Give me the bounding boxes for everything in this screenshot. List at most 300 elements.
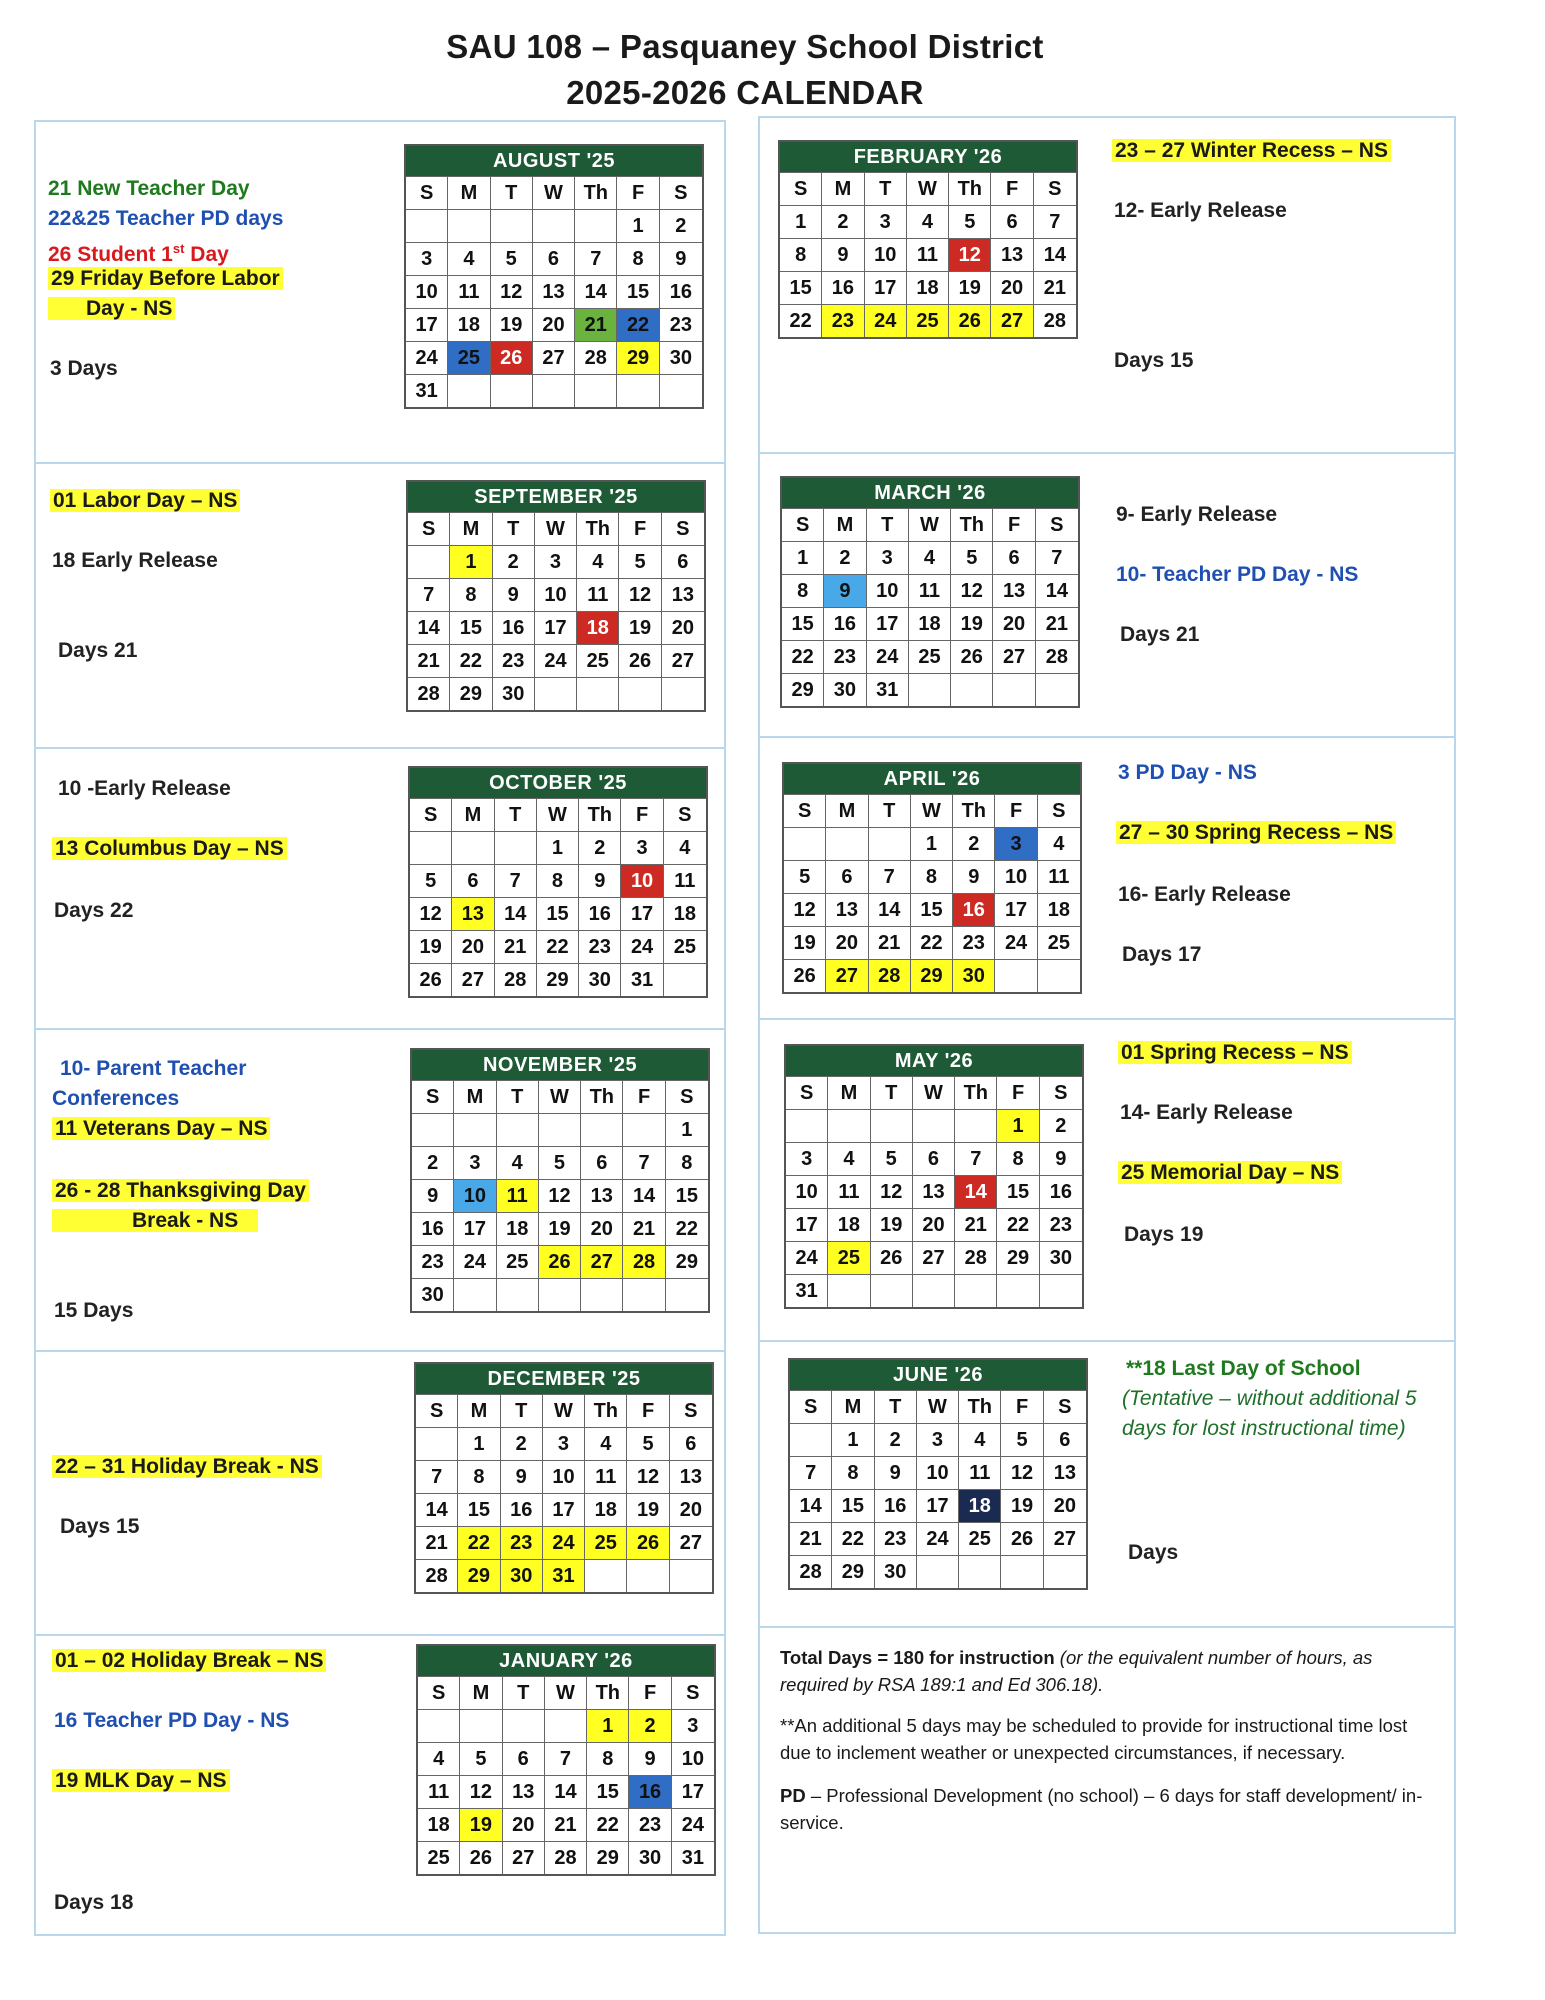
weekday-header: Th: [581, 1080, 623, 1113]
divider: [36, 1634, 724, 1636]
note-mlk-day: 19 MLK Day – NS: [52, 1766, 230, 1796]
day-cell: 23: [493, 644, 535, 677]
note-mar-early-release: 9- Early Release: [1116, 503, 1278, 526]
day-cell: 20: [993, 607, 1035, 640]
day-cell: 23: [824, 640, 866, 673]
day-cell: 13: [670, 1460, 712, 1493]
day-cell: 23: [953, 926, 995, 959]
day-cell: 23: [660, 308, 702, 341]
note-friday-before-labor: 29 Friday Before Labor: [48, 264, 283, 294]
day-cell: 3: [406, 242, 448, 275]
day-cell: 4: [448, 242, 490, 275]
weekday-header: M: [452, 798, 494, 831]
weekday-header: F: [1001, 1390, 1043, 1423]
weekday-header: Th: [959, 1390, 1001, 1423]
day-cell: 2: [629, 1709, 671, 1742]
day-cell: 5: [951, 541, 993, 574]
day-cell: 2: [1040, 1109, 1082, 1142]
day-cell: 18: [577, 611, 619, 644]
day-cell: 15: [617, 275, 659, 308]
empty-cell: [408, 545, 450, 578]
empty-cell: [909, 673, 951, 706]
day-cell: 30: [824, 673, 866, 706]
weekday-header: S: [1038, 794, 1080, 827]
note-sep-days: Days 21: [58, 639, 138, 662]
divider: [36, 1350, 724, 1352]
day-cell: 27: [913, 1241, 955, 1274]
day-grid: [784, 794, 1080, 992]
empty-cell: [577, 677, 619, 710]
day-cell: 24: [535, 644, 577, 677]
day-cell: 1: [832, 1423, 874, 1456]
day-cell: 15: [450, 611, 492, 644]
empty-cell: [452, 831, 494, 864]
district-title: SAU 108 – Pasquaney School District: [446, 28, 1044, 65]
day-cell: 24: [867, 640, 909, 673]
day-cell: 11: [828, 1175, 870, 1208]
day-cell: 1: [458, 1427, 500, 1460]
day-cell: 8: [780, 238, 822, 271]
day-cell: 19: [539, 1212, 581, 1245]
day-cell: 13: [503, 1775, 545, 1808]
note-winter-recess: 23 – 27 Winter Recess – NS: [1112, 136, 1391, 166]
empty-cell: [535, 677, 577, 710]
day-cell: 11: [907, 238, 949, 271]
note-jan-teacher-pd: 16 Teacher PD Day - NS: [54, 1709, 290, 1732]
empty-cell: [418, 1709, 460, 1742]
day-cell: 26: [951, 640, 993, 673]
day-cell: 5: [410, 864, 452, 897]
day-cell: 2: [660, 209, 702, 242]
day-cell: 12: [539, 1179, 581, 1212]
day-cell: 2: [824, 541, 866, 574]
day-cell: 13: [826, 893, 868, 926]
day-cell: 29: [617, 341, 659, 374]
empty-cell: [1044, 1555, 1086, 1588]
day-cell: 1: [587, 1709, 629, 1742]
day-cell: 6: [503, 1742, 545, 1775]
day-cell: 12: [627, 1460, 669, 1493]
day-cell: 19: [491, 308, 533, 341]
day-grid: [418, 1676, 714, 1874]
day-cell: 20: [662, 611, 704, 644]
day-cell: 4: [959, 1423, 1001, 1456]
day-cell: 17: [917, 1489, 959, 1522]
note-may-days: Days 19: [1124, 1223, 1204, 1246]
day-cell: 15: [911, 893, 953, 926]
day-cell: 19: [460, 1808, 502, 1841]
month-title: AUGUST '25: [406, 146, 702, 176]
note-conferences: Conferences: [52, 1087, 180, 1110]
weekday-header: S: [1034, 172, 1076, 205]
month-title: OCTOBER '25: [410, 768, 706, 798]
weekday-header: W: [545, 1676, 587, 1709]
day-cell: 8: [587, 1742, 629, 1775]
day-cell: 24: [672, 1808, 714, 1841]
day-cell: 5: [539, 1146, 581, 1179]
note-apr-pd-day: 3 PD Day - NS: [1118, 761, 1257, 784]
day-cell: 14: [790, 1489, 832, 1522]
day-cell: 5: [871, 1142, 913, 1175]
day-cell: 1: [997, 1109, 1039, 1142]
empty-cell: [997, 1274, 1039, 1307]
day-cell: 5: [1001, 1423, 1043, 1456]
day-cell: 23: [1040, 1208, 1082, 1241]
weekday-header: W: [533, 176, 575, 209]
day-cell: 31: [543, 1559, 585, 1592]
day-cell: 6: [826, 860, 868, 893]
weekday-header: Th: [587, 1676, 629, 1709]
empty-cell: [460, 1709, 502, 1742]
day-cell: 8: [911, 860, 953, 893]
day-grid: [408, 512, 704, 710]
day-cell: 21: [408, 644, 450, 677]
day-grid: [780, 172, 1076, 337]
day-cell: 6: [452, 864, 494, 897]
day-cell: 6: [913, 1142, 955, 1175]
day-cell: 6: [581, 1146, 623, 1179]
day-cell: 18: [585, 1493, 627, 1526]
day-cell: 10: [406, 275, 448, 308]
day-cell: 9: [1040, 1142, 1082, 1175]
day-cell: 20: [1044, 1489, 1086, 1522]
day-cell: 24: [786, 1241, 828, 1274]
calendar-december: [414, 1362, 714, 1594]
weekday-header: T: [495, 798, 537, 831]
day-cell: 17: [995, 893, 1037, 926]
weekday-header: M: [826, 794, 868, 827]
note-jun-days: Days: [1128, 1541, 1179, 1564]
empty-cell: [585, 1559, 627, 1592]
day-cell: 18: [909, 607, 951, 640]
day-cell: 27: [993, 640, 1035, 673]
day-cell: 22: [458, 1526, 500, 1559]
note-last-day-of-school: **18 Last Day of School: [1126, 1357, 1361, 1380]
day-cell: 11: [664, 864, 706, 897]
day-cell: 14: [495, 897, 537, 930]
day-cell: 18: [907, 271, 949, 304]
day-cell: 14: [1036, 574, 1078, 607]
day-cell: 20: [991, 271, 1033, 304]
weekday-header: Th: [949, 172, 991, 205]
empty-cell: [786, 1109, 828, 1142]
note-tentative: (Tentative – without additional 5 days for lost instructional time): [1122, 1387, 1417, 1440]
empty-cell: [491, 209, 533, 242]
empty-cell: [545, 1709, 587, 1742]
day-cell: 10: [535, 578, 577, 611]
day-cell: 29: [997, 1241, 1039, 1274]
weekday-header: M: [828, 1076, 870, 1109]
day-cell: 1: [666, 1113, 708, 1146]
calendar-april: [782, 762, 1082, 994]
empty-cell: [871, 1109, 913, 1142]
day-cell: 24: [406, 341, 448, 374]
day-cell: 28: [495, 963, 537, 996]
calendar-june: [788, 1358, 1088, 1590]
weekday-header: S: [408, 512, 450, 545]
day-cell: 20: [503, 1808, 545, 1841]
day-cell: 6: [991, 205, 1033, 238]
day-cell: 3: [995, 827, 1037, 860]
day-cell: 2: [501, 1427, 543, 1460]
day-cell: 1: [450, 545, 492, 578]
day-cell: 14: [623, 1179, 665, 1212]
empty-cell: [581, 1113, 623, 1146]
divider: [760, 452, 1454, 454]
footer-additional-days: **An additional 5 days may be scheduled to provide for instructional time lost due to inclement weather or unexpected circumstances, if necessary.: [780, 1715, 1408, 1763]
empty-cell: [495, 831, 537, 864]
day-cell: 25: [585, 1526, 627, 1559]
day-cell: 19: [619, 611, 661, 644]
day-cell: 1: [911, 827, 953, 860]
day-cell: 9: [493, 578, 535, 611]
day-cell: 11: [418, 1775, 460, 1808]
day-cell: 24: [454, 1245, 496, 1278]
day-cell: 17: [621, 897, 663, 930]
divider: [760, 1626, 1454, 1628]
empty-cell: [913, 1274, 955, 1307]
day-cell: 8: [782, 574, 824, 607]
note-teacher-pd-days: 22&25 Teacher PD days: [48, 207, 284, 230]
weekday-header: T: [501, 1394, 543, 1427]
day-cell: 24: [865, 304, 907, 337]
day-cell: 22: [832, 1522, 874, 1555]
weekday-header: S: [1036, 508, 1078, 541]
day-cell: 18: [959, 1489, 1001, 1522]
day-cell: 26: [491, 341, 533, 374]
weekday-header: F: [623, 1080, 665, 1113]
day-cell: 12: [951, 574, 993, 607]
note-apr-early-release: 16- Early Release: [1118, 883, 1291, 906]
day-cell: 31: [867, 673, 909, 706]
day-cell: 25: [828, 1241, 870, 1274]
note-memorial-day: 25 Memorial Day – NS: [1118, 1158, 1342, 1188]
calendar-october: [408, 766, 708, 998]
empty-cell: [539, 1113, 581, 1146]
divider: [760, 1340, 1454, 1342]
day-cell: 4: [585, 1427, 627, 1460]
weekday-header: T: [871, 1076, 913, 1109]
day-cell: 4: [664, 831, 706, 864]
day-cell: 13: [533, 275, 575, 308]
weekday-header: S: [790, 1390, 832, 1423]
day-cell: 26: [784, 959, 826, 992]
day-cell: 9: [579, 864, 621, 897]
day-cell: 7: [575, 242, 617, 275]
day-cell: 3: [535, 545, 577, 578]
day-cell: 23: [412, 1245, 454, 1278]
note-aug-days: 3 Days: [50, 357, 118, 380]
day-cell: 25: [1038, 926, 1080, 959]
day-cell: 15: [832, 1489, 874, 1522]
day-cell: 19: [410, 930, 452, 963]
day-cell: 25: [418, 1841, 460, 1874]
day-cell: 27: [452, 963, 494, 996]
day-cell: 16: [953, 893, 995, 926]
note-dec-holiday-break: 22 – 31 Holiday Break - NS: [52, 1452, 322, 1482]
empty-cell: [664, 963, 706, 996]
day-cell: 13: [913, 1175, 955, 1208]
weekday-header: S: [1040, 1076, 1082, 1109]
calendar-september: [406, 480, 706, 712]
day-cell: 16: [493, 611, 535, 644]
day-cell: 16: [824, 607, 866, 640]
empty-cell: [917, 1555, 959, 1588]
weekday-header: S: [418, 1676, 460, 1709]
day-cell: 27: [503, 1841, 545, 1874]
day-grid: [782, 508, 1078, 706]
empty-cell: [826, 827, 868, 860]
day-cell: 19: [627, 1493, 669, 1526]
day-cell: 19: [949, 271, 991, 304]
day-cell: 13: [1044, 1456, 1086, 1489]
weekday-header: M: [458, 1394, 500, 1427]
weekday-header: F: [995, 794, 1037, 827]
day-cell: 23: [501, 1526, 543, 1559]
empty-cell: [869, 827, 911, 860]
day-cell: 11: [577, 578, 619, 611]
empty-cell: [448, 374, 490, 407]
weekday-header: F: [621, 798, 663, 831]
day-cell: 15: [537, 897, 579, 930]
month-title: FEBRUARY '26: [780, 142, 1076, 172]
day-cell: 29: [450, 677, 492, 710]
note-thanksgiving: 26 - 28 Thanksgiving Day: [52, 1176, 309, 1206]
day-cell: 9: [501, 1460, 543, 1493]
empty-cell: [575, 209, 617, 242]
weekday-header: T: [497, 1080, 539, 1113]
note-jan-holiday-break: 01 – 02 Holiday Break – NS: [52, 1646, 326, 1676]
day-cell: 3: [672, 1709, 714, 1742]
divider: [760, 736, 1454, 738]
empty-cell: [670, 1559, 712, 1592]
day-cell: 7: [545, 1742, 587, 1775]
day-cell: 28: [1034, 304, 1076, 337]
weekday-header: Th: [577, 512, 619, 545]
empty-cell: [533, 209, 575, 242]
weekday-header: Th: [585, 1394, 627, 1427]
day-cell: 7: [623, 1146, 665, 1179]
day-cell: 22: [782, 640, 824, 673]
day-cell: 6: [670, 1427, 712, 1460]
day-cell: 10: [995, 860, 1037, 893]
day-cell: 7: [416, 1460, 458, 1493]
month-title: SEPTEMBER '25: [408, 482, 704, 512]
calendar-january: [416, 1644, 716, 1876]
empty-cell: [627, 1559, 669, 1592]
day-cell: 8: [537, 864, 579, 897]
day-cell: 13: [993, 574, 1035, 607]
day-cell: 28: [955, 1241, 997, 1274]
empty-cell: [623, 1113, 665, 1146]
day-cell: 6: [533, 242, 575, 275]
day-cell: 26: [460, 1841, 502, 1874]
day-cell: 12: [460, 1775, 502, 1808]
note-new-teacher-day: 21 New Teacher Day: [48, 177, 250, 200]
day-cell: 25: [664, 930, 706, 963]
day-cell: 26: [1001, 1522, 1043, 1555]
empty-cell: [951, 673, 993, 706]
empty-cell: [623, 1278, 665, 1311]
weekday-header: Th: [955, 1076, 997, 1109]
day-cell: 25: [909, 640, 951, 673]
weekday-header: S: [406, 176, 448, 209]
day-cell: 14: [955, 1175, 997, 1208]
day-cell: 3: [917, 1423, 959, 1456]
empty-cell: [619, 677, 661, 710]
day-cell: 16: [629, 1775, 671, 1808]
day-cell: 14: [1034, 238, 1076, 271]
calendar-august: [404, 144, 704, 409]
day-cell: 28: [869, 959, 911, 992]
day-cell: 30: [579, 963, 621, 996]
day-cell: 19: [871, 1208, 913, 1241]
day-cell: 15: [666, 1179, 708, 1212]
day-cell: 31: [786, 1274, 828, 1307]
day-cell: 24: [543, 1526, 585, 1559]
day-cell: 17: [672, 1775, 714, 1808]
day-cell: 22: [911, 926, 953, 959]
day-cell: 5: [619, 545, 661, 578]
weekday-header: W: [907, 172, 949, 205]
weekday-header: S: [666, 1080, 708, 1113]
day-cell: 23: [822, 304, 864, 337]
day-cell: 13: [991, 238, 1033, 271]
day-cell: 9: [824, 574, 866, 607]
day-cell: 26: [539, 1245, 581, 1278]
empty-cell: [575, 374, 617, 407]
day-cell: 9: [875, 1456, 917, 1489]
day-cell: 29: [666, 1245, 708, 1278]
day-cell: 6: [993, 541, 1035, 574]
day-cell: 10: [786, 1175, 828, 1208]
day-cell: 8: [832, 1456, 874, 1489]
empty-cell: [454, 1278, 496, 1311]
day-cell: 10: [865, 238, 907, 271]
day-cell: 24: [621, 930, 663, 963]
weekday-header: W: [535, 512, 577, 545]
weekday-header: T: [491, 176, 533, 209]
day-cell: 11: [585, 1460, 627, 1493]
day-cell: 5: [460, 1742, 502, 1775]
day-cell: 30: [875, 1555, 917, 1588]
day-cell: 14: [545, 1775, 587, 1808]
day-cell: 5: [627, 1427, 669, 1460]
empty-cell: [410, 831, 452, 864]
day-cell: 7: [790, 1456, 832, 1489]
empty-cell: [1036, 673, 1078, 706]
day-cell: 27: [533, 341, 575, 374]
note-thanksgiving-2: Break - NS: [52, 1206, 258, 1236]
empty-cell: [412, 1113, 454, 1146]
weekday-header: W: [913, 1076, 955, 1109]
day-cell: 21: [545, 1808, 587, 1841]
day-cell: 19: [784, 926, 826, 959]
weekday-header: W: [909, 508, 951, 541]
day-cell: 20: [670, 1493, 712, 1526]
day-cell: 8: [666, 1146, 708, 1179]
weekday-header: S: [670, 1394, 712, 1427]
day-cell: 21: [575, 308, 617, 341]
day-cell: 20: [826, 926, 868, 959]
day-cell: 11: [1038, 860, 1080, 893]
month-title: MARCH '26: [782, 478, 1078, 508]
empty-cell: [662, 677, 704, 710]
empty-cell: [660, 374, 702, 407]
weekday-header: W: [539, 1080, 581, 1113]
empty-cell: [995, 959, 1037, 992]
day-cell: 15: [782, 607, 824, 640]
